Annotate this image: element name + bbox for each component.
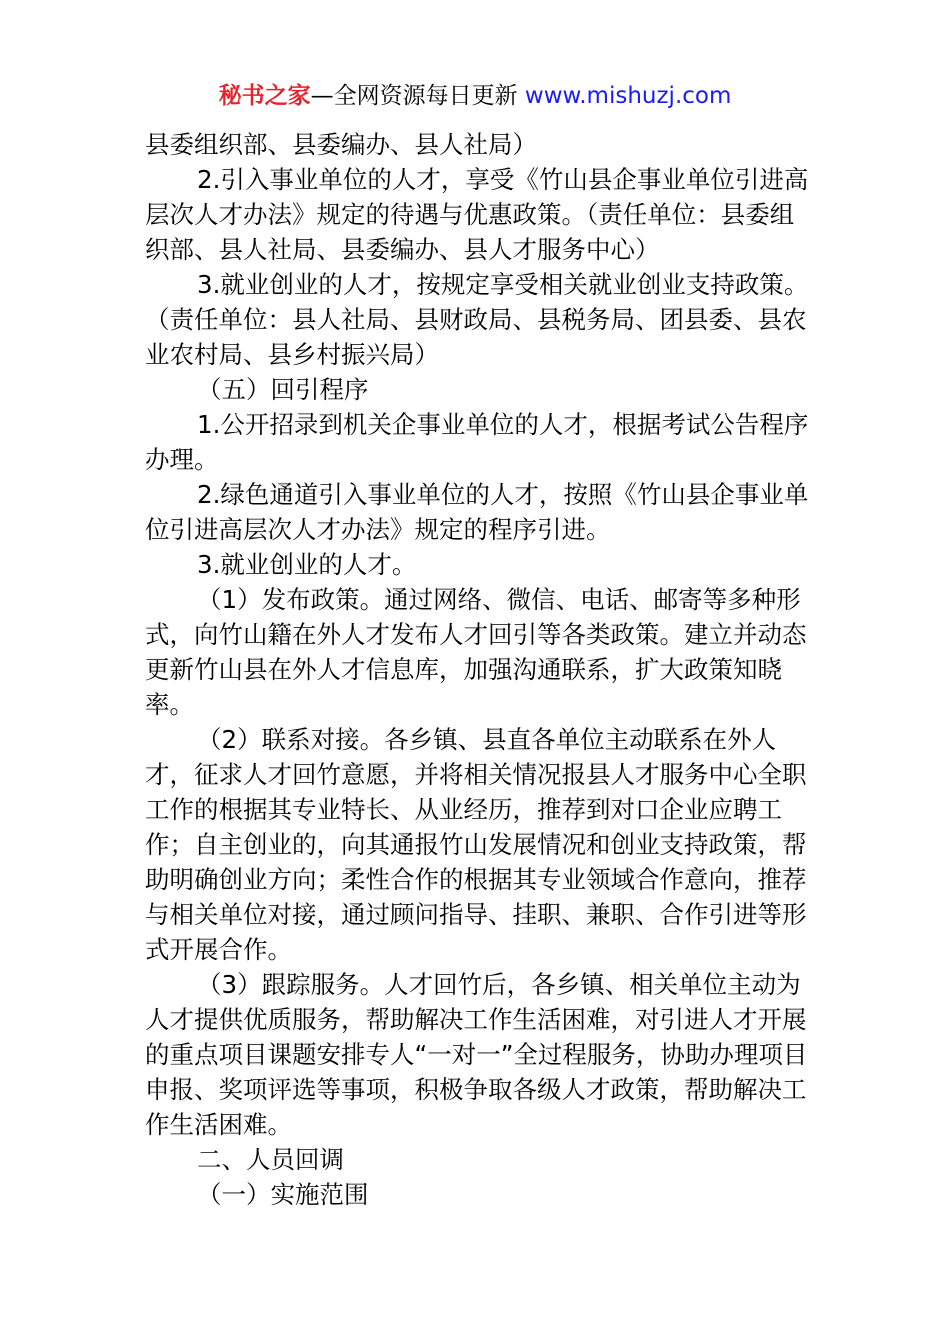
paragraph: 县委组织部、县委编办、县人社局） <box>145 130 537 159</box>
site-header <box>0 80 950 112</box>
site-url-link[interactable]: www.mishuzj.com <box>524 83 732 109</box>
site-brand: 秘书之家 <box>218 83 311 109</box>
section-heading: （五）回引程序 <box>197 375 369 404</box>
paragraph: 2.绿色通道引入事业单位的人才，按照《竹山县企事业单位引进高层次人才办法》规定的程序引进。 <box>145 480 809 544</box>
section-heading: 二、人员回调 <box>197 1145 344 1174</box>
document-body <box>145 127 815 1212</box>
paragraph: 3.就业创业的人才，按规定享受相关就业创业支持政策。（责任单位：县人社局、县财政局、县税务局、团县委、县农业农村局、县乡村振兴局） <box>145 270 809 369</box>
section-heading: （一）实施范围 <box>197 1180 369 1209</box>
paragraph: 1.公开招录到机关企事业单位的人才，根据考试公告程序办理。 <box>145 410 809 474</box>
site-tagline: —全网资源每日更新 <box>310 83 525 109</box>
paragraph: （1）发布政策。通过网络、微信、电话、邮寄等多种形式，向竹山籍在外人才发布人才回引等各类政策。建立并动态更新竹山县在外人才信息库，加强沟通联系，扩大政策知晓率。 <box>145 585 807 719</box>
paragraph: （2）联系对接。各乡镇、县直各单位主动联系在外人才，征求人才回竹意愿，并将相关情况报县人才服务中心全职工作的根据其专业特长、从业经历，推荐到对口企业应聘工作；自主创业的，向其通报竹山发展情况和创业支持政策，帮助明确创业方向；柔性合作的根据其专业领域合作意向，推荐与相关单位对接，通过顾问指导、挂职、兼职、合作引进等形式开展合作。 <box>145 725 807 964</box>
paragraph: 2.引入事业单位的人才，享受《竹山县企事业单位引进高层次人才办法》规定的待遇与优惠政策。（责任单位：县委组织部、县人社局、县委编办、县人才服务中心） <box>145 165 809 264</box>
paragraph: 3.就业创业的人才。 <box>197 550 417 579</box>
paragraph: （3）跟踪服务。人才回竹后，各乡镇、相关单位主动为人才提供优质服务，帮助解决工作生活困难，对引进人才开展的重点项目课题安排专人“一对一”全过程服务，协助办理项目申报、奖项评选等事项，积极争取各级人才政策，帮助解决工作生活困难。 <box>145 970 808 1139</box>
